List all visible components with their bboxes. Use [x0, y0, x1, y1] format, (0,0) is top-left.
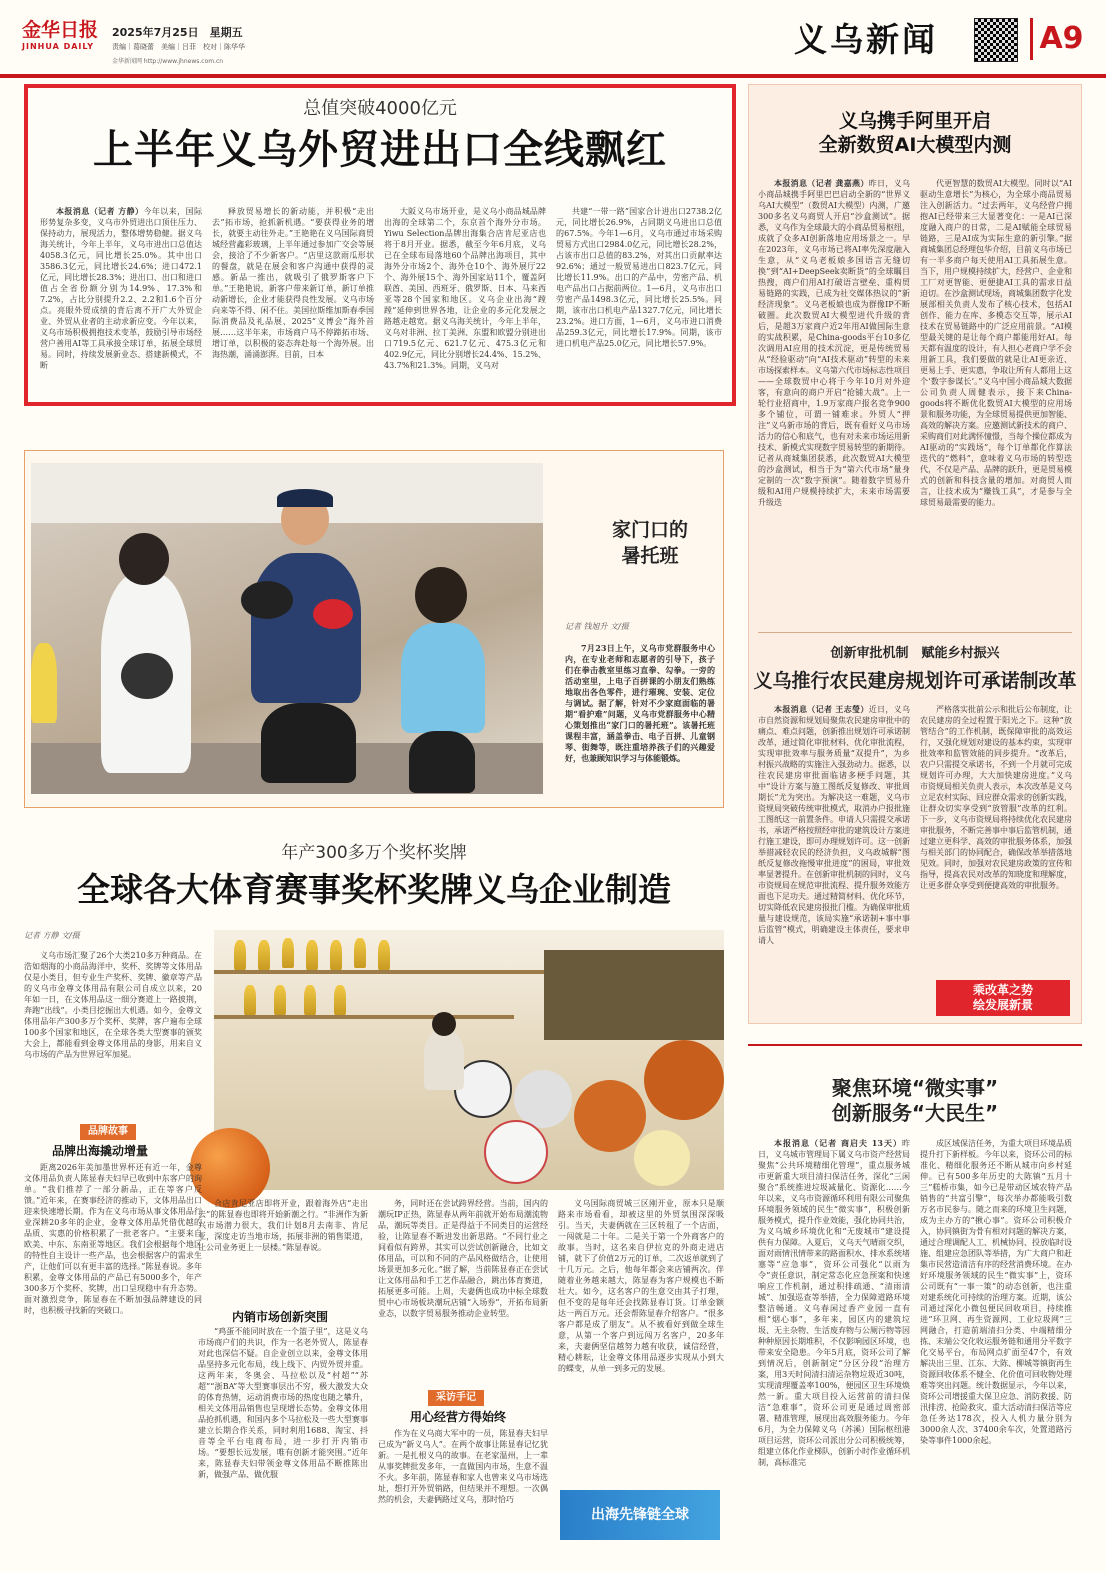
- summer-class-caption-text: 7月23日上午，义乌市党群服务中心内，在专业老师和志愿者的引导下，孩子们在拳击教室里练习直拳、勾拳。一旁的活动室里，上电子百拼课的小朋友们熟练地取出各色零件，进行璀琬、安装、定位与调试。据了解，针对不少家庭面临的暑期“看护难”问题，义乌市党群服务中心精心策划推出“家门口的暑托班”。该暑托班课程丰富，涵盖拳击、电子百拼、儿童钢琴、街舞等，既注重培养孩子们的兴趣爱好，也兼顾知识学习与体能锻炼。: [565, 643, 715, 763]
- trophy-showroom-photo[interactable]: [214, 930, 724, 1190]
- top-story-text: 大阪义乌市场开业，是义乌小商品城品牌出海的全球第二个，东京首个海外分市场。Yiwu Selection品牌出海集合店肯尼亚店也将于8月开业。据悉，截至今年6月底，义乌已在全球布局落地60个品牌出海项目，其中海外分市场2个、海外仓10个、海外展厅22个、海外展15个、海外国家站11个，覆盖阿联酋、美国、西班牙、俄罗斯、日本、马来西亚等28个国家和地区。义乌企业出海“蹚蹚”延伸到世界各地，让企业的多元化发展之路越走越宽。据义乌海关统计，今年上半年，义乌对非洲、拉丁美洲、东盟和欧盟分别进出口719.5亿元、621.7亿元、475.3亿元和402.9亿元，同比分别增长24.4%、15.2%、43.7%和21.3%。同期，义乌对: [384, 207, 546, 370]
- env-story-headline-2[interactable]: 创新服务“大民生”: [831, 1101, 999, 1125]
- qr-code-icon: [974, 18, 1018, 62]
- trophy-text: 义乌国际商贸城三区刚开业，原本只是顺路来市场看看，却被这里的外贸氛围深深吸引。当天，夫妻俩就在三区转租了一个店面，一闯就是二十年。二是关于第一个外商客户的故事。当时，这名来自伊拉克的外商走进店铺，就下了价值2万元的订单，二次返单就到了十几万元。之后，他每年都会来店铺两次。伴随着业务越来越大，陈显春为客户规模也不断壮大。如今，这名客户的生意交由其子打理，但不变的是每年还会找陈显春订货。订单金额达一两百万元。还会帮陈显春介绍客户。“很多客户都是成了朋友”。从不被看好到做全球生意，从第一个客户到远闯万名客户，20多年来，夫妻俩坚信越努力越有收获，诚信经营，精心耕耘，让金尊文体用品逐步实现从小到大的蝶变，从单一到多元的发展。: [558, 1199, 724, 1373]
- newspaper-logo-en: JINHUA DAILY: [22, 42, 95, 51]
- housing-story-kicker: 创新审批机制 赋能乡村振兴: [830, 646, 1000, 661]
- top-story-column-3: [384, 206, 546, 406]
- trophy-column-4: [558, 1198, 724, 1484]
- housing-story-column-1: [758, 704, 910, 1016]
- summer-class-title-line-2: 暑托班: [621, 545, 679, 567]
- boxing-class-photo[interactable]: [31, 463, 543, 794]
- reform-badge-line-2: 绘发展新景: [972, 998, 1033, 1012]
- trophy-text: “鸡蛋不能同时放在一个篮子里”，这是义乌市场商户们的共识，作为一名老外贸人，陈显春对此也深信不疑。自企业创立以来，金尊文体用品坚持多元化布局，线上线下、内贸外贸并重。这两年来，冬奥会、马拉松以及“村超”“苏超”“浙BA”等大型赛事层出不穷，极大激发大众的体育热情，运动消费市场的热度也随之攀升，相关文体用品销售也呈现增长态势。金尊文体用品抢抓机遇，和国内多个马拉松及一些大型赛事建立长期合作关系，同时利用1688、淘宝、抖音等全平台电商布局，进一步打开内销市场。“要想长远发展，唯有创新才能突围。”近年来，陈显春夫妇带领金尊文体用品不断推陈出新，做强产品、做优服: [198, 1327, 368, 1479]
- trophy-column-3b: [378, 1428, 548, 1546]
- trophy-story-byline: 记者 方静 文/摄: [24, 931, 80, 940]
- masthead: [0, 0, 1106, 78]
- summer-class-title-line-1: 家门口的: [611, 519, 688, 541]
- trophy-column-2a: [198, 1198, 368, 1298]
- env-story-byline: 本报消息（记者 商启夫 13天）: [774, 1138, 902, 1148]
- basketball-icon: [190, 1128, 270, 1208]
- reform-badge: [936, 980, 1070, 1016]
- trophy-story-headline[interactable]: 全球各大体育赛事奖杯奖牌义乌企业制造: [77, 870, 671, 909]
- trophy-lead: [24, 950, 202, 1120]
- top-story-column-2: [212, 206, 374, 406]
- brand-story-subhead: 品牌出海撬动增量: [52, 1144, 149, 1158]
- env-story-column-2: [920, 1138, 1072, 1538]
- trophy-story-kicker: 年产300多万个奖杯奖牌: [281, 843, 467, 863]
- website-url[interactable]: 金华新闻网 http://www.jhnews.com.cn: [112, 58, 224, 65]
- top-story-text: 共建“一带一路”国家合计进出口2738.2亿元，同比增长26.9%，占同期义乌进出口总值的67.5%。今年1—6月，义乌市通过市场采购贸易方式出口2984.0亿元，同比增长28.2%，占该市出口总值的83.2%，对其出口贡献率达92.6%；通过一般贸易进出口823.7亿元，同比增长11.9%。出口的产品中，劳密产品、机电产品出口占据前两位。1—6月，义乌市出口劳密产品1498.3亿元，同比增长25.5%。同期，该市出口机电产品1327.7亿元，同比增长23.2%。进口方面，1—6月，义乌市进口消费品259.3亿元，同比增长17.9%。同期，该市进口机电产品25.0亿元，同比增长57.9%。: [556, 207, 722, 348]
- trophy-column-3a: [378, 1198, 548, 1378]
- housing-story-headline[interactable]: 义乌推行农民建房规划许可承诺制改革: [753, 670, 1077, 692]
- section-title: 义乌新闻: [794, 20, 938, 59]
- brand-story-tag: 品牌故事: [80, 1124, 136, 1140]
- top-story-column-4: [556, 206, 722, 406]
- summer-class-title[interactable]: [585, 517, 715, 569]
- interview-notes-tag: 采访手记: [428, 1390, 484, 1406]
- ai-story-byline: 本报消息（记者 龚嘉燕）: [774, 178, 869, 188]
- summer-class-byline: 记者 钱旭升 文/摄: [565, 622, 629, 631]
- top-story-headline[interactable]: 上半年义乌外贸进出口全线飘红: [93, 127, 667, 173]
- ai-story-headline-2[interactable]: 全新数贸AI大模型内测: [818, 134, 1012, 156]
- trophy-text: 务，同时还在尝试跨界经营。当前，国内的潮玩IP正热，陈显春从两年前就开始布局潮流物品，潮玩等类目。正是得益于不同类目的运营经验，让陈显春不断进发出新思路。“不同行业之间看似有跨界，其实可以尝试创新融合，比如文体用品，可以和不同的产品风格做结合，让使用场景更加多元化。”据了解，当前陈显春正在尝试让文体用品和手工艺作品融合，跳出体育赛道，拓展更多可能。上周，夫妻俩也成功中标全球数贸中心市场板块潮玩店铺“入场券”，开拓布局新业态，以数字贸易服务推动企业转型。: [378, 1199, 548, 1318]
- env-story-text: 昨日，义乌城市管理局下属义乌市资产经营局聚焦“公共环境精细化管理”，重点服务城市更新重大项目清扫保洁任务，深化“三闲聚合”系统推进垃圾减量化、资源化……今年以来，义乌市资源循环利用有限公司聚焦环境服务领域的民生“微实事”，积极创新服务模式，提升作业效能，强化协同共治，为义乌城乡环境优化和“无废城市”建设提供有力保障。入夏后，义乌天气晴雨交织，面对雨情汛情带来的路面积水、排水系统堵塞等“应急事”，资环公司强化“以雨为令”责任意识，制定常态化应急预案和快速响应工作机制，通过积排疏通、“清雨清城”、加强巡查等举措，全力保障道路环境整洁畅通。义乌春闲过香产业园一直有相“烟心事”，多年来，园区内的建筑垃圾、无主杂物、生活废弃物与公厕污物等因种种原因长期堆积，不仅影响园区环境，也带来安全隐患。今年5月底，资环公司了解到情况后，创新制定“分区分段”治理方案，用3天时间清扫清运杂物垃圾近30吨，实现清理覆盖率100%，便园区卫生环境焕然一新。重大项目投入运营前的清扫保洁“急难事”，资环公司更是通过周密部署、精准管理，展现出高效服务能力。今年6月，为全力保障义乌（苏溪）国际枢纽港项目运营，资环公司派出分公司积极统筹，组建立体化作业梯队，创新小时作业循环机制，高标准完: [758, 1139, 910, 1467]
- page-number: A9: [1030, 18, 1090, 60]
- right-column: [748, 84, 1082, 1544]
- top-story-kicker: 总值突破4000亿元: [303, 98, 457, 119]
- ai-story-headline-1[interactable]: 义乌携手阿里开启: [838, 110, 991, 132]
- trophy-text: 距离2026年美加墨世界杯还有近一年，金尊文体用品负责人陈显春夫妇早已收到中东客户的询单。“我们推荐了一部分新品，正在等客户反馈。”近年来，在赛事经济的推动下，文体用品出口迎来快速增长期。作为在义乌市场从事文体用品行业深耕20多年的企业，金尊文体用品凭借优越的品质、实惠的价格积累了一批老客户。“主要来自欧美、中东、东南亚等地区。我们会根据每个地区的特性自主设计一些产品，也会根据客户的需求生产，让他们可以有更丰富的选择。”陈显春说。多年积累，金尊文体用品的产品已有5000多个，年产300多万个奖杯、奖牌，出口呈现稳中有升态势。面对激烈竞争，陈显春在不断加强品牌建设的同时，也积极寻找新的突破口。: [24, 1163, 202, 1315]
- top-story-column-1: [40, 206, 202, 406]
- housing-story-column-2: [920, 704, 1072, 972]
- env-story-headline-1[interactable]: 聚焦环境“微实事”: [831, 1076, 999, 1100]
- overseas-pioneer-badge: 出海先锋链全球: [560, 1490, 720, 1540]
- trophy-text: 合店肯尼亚店即将开业，跟着海外店“走出去”的陈显春也即将开始新潮之行。“非洲作为新兴市场潜力很大，我们计划8月去南非、肯尼亚，深度走访当地市场，拓展非洲的销售渠道，让公司业务更上一层楼。”陈显春说。: [198, 1199, 368, 1252]
- reform-badge-line-1: 乘改革之势: [972, 983, 1033, 997]
- ai-story-text: 代更智慧的数贸AI大模型。同时以“AI驱动生意增长”为核心，为全球小商品贸易注入创新活力。“过去两年，义乌经营户拥抱AI已经带来三大显著变化：一是AI已深度融入商户的日常，二是AI赋能全球贸易链路，三是AI成为实际生意的新引擎。”据商城集团总经理包华介绍，目前义乌市场已有一半多商户每天使用AI工具拓展生意。当下，用户规模持续扩大，经营户、企业和工厂对更智能、更便捷AI工具的需求日益迫切。在沙盒测试现场，商城集团数字化发展部相关负责人发布了核心技术，包括AI创作、能力在库、多模态交互等，展示AI技术在贸易链路中的广泛应用前景。“AI模型最关键的是让每个商户都能用好AI。每天都有温度的设计，有人担心老商户学不会用新工具，我们要做的就是让AI更亲近、更易上手、更实惠，争取让所有人都用上这个‘数字参谋长’。”义乌中国小商品城大数据公司负责人周健表示，接下来China-goods将不断优化数贸AI大模型的应用场景和服务功能，为全球贸易提供更加智能、高效的解决方案。应邀测试新技术的商户、采购商们对此满怀憧憬，当每个操位都成为AI驱动的“实践场”，每个订单都化作算法迭代的“燃料”，意味着义乌市场的转型迭代，不仅是产品、品牌的跃升，更是贸易模式的创新和科技含量的增加。对商贸人而言，让技术成为“赚钱工具”，才是参与全球贸易最需要的能力。: [920, 179, 1072, 507]
- staff-credits: 责编｜葛晓蕾 美编｜吕菲 校对｜陈华华: [112, 43, 245, 51]
- ai-story-column-1: [758, 178, 910, 618]
- top-story-text: 释放贸易增长的新动能，并积极“走出去”拓市场，抢抓新机遇。“要获得业务的增长，就要主动往外走。”王艳艳在义乌国际商贸城经营鑫彩玻璃，上半年通过参加广交会等展会，接洽了不少新客户。“店里这款雨瓜形状的餐盘，就是在展会和客户沟通中获得的灵感。新品一推出，就吸引了俄罗斯客户下单。”王艳艳说，新客户带来新订单，新订单推动新增长，企业才能获得良性发展。义乌市场向来等不得、闲不住。美国拉斯维加斯春季国际消费品及礼品展、2025“义博会”海外首展……这半年来，市场商户马不停蹄拓市场、增订单，以积极的姿态奔赴每一个海外展。出海热潮，涌涌澎湃。目前，日本: [212, 207, 374, 359]
- ai-story-text: 昨日，义乌小商品城携手阿里巴巴启动全新的“世界义乌AI大模型”（数贸AI大模型）内测，广邀300多名义乌商贸人开启“沙盒测试”。据悉，义乌作为全球最大的小商品贸易枢纽，成就了众多AI创新落地应用场景之一。早在2023年，义乌市场已将AI率先深度融入生意，从“义乌老板娘多国语言无缝切换”到“AI+DeepSeek卖断货”的全球瞩目热搜，商户们用AI打破语言壁垒、重构贸易链路的实践，已成为社交媒体热议的“新经济现象”。义乌老板娘也成为群像IP不断破圈。此次数贸AI大模型进代升级的背后，是超3万家商户近2年用AI做国际生意的实战积累，是China-goods平台10多亿次调用AI应用的技术沉淀，更是传统贸易从“经验驱动”向“AI技术驱动”转型的未来市场探索样本。义乌第六代市场标志性项目——全球数贸中心将于今年10月对外迎客，有意向的商户开启“抢铺大战”。上一轮行业招商中，1.9万家商户报名竞争900多个铺位，可谓一铺难求。外贸人“押注”义乌新市场的背后，既有看好义乌市场活力的信心和底气，也有对未来市场运用新技术、新模式实现数字贸易转型的新期待。记者从商城集团获悉，此次数贸AI大模型的沙盒测试，相当于为“第六代市场”量身定制的一次“数字预演”。随着数字贸易升级和AI用户规模持续扩大，未来市场需要升级迭: [758, 179, 910, 507]
- env-story-column-1: [758, 1138, 910, 1538]
- ai-story-column-2: [920, 178, 1072, 618]
- housing-story-text: 近日，义乌市自然资源和规划局聚焦农民建房审批中的痛点、难点问题，创新推出规划许可承诺制改革，通过简化审批材料、优化审批流程，实现审批效率与服务质量“双提升”，为乡村振兴战略的实施注入强劲动力。据悉，以往农民建房审批面临诸多梗手问题，其中“设计方案与施工图纸反复修改、审批周期长”尤为突出。为解决这一难题，义乌市资规局突破传统审批模式，取消办户报批施工图纸这一前置条件。申请人只需提交承诺书，承诺严格按照经审批的建筑设计方案进行施工建设，即可办理规划许可。这一创新举措减轻农民的经济负担，义乌政城解“图纸反复修改拖慢审批进度”的困局，审批效率显著提升。在创新审批机制的同时，义乌市资规局在规范审批流程、提升服务效能方面也下足功夫。通过精简材料、优化环节，切实降低农民建房报批门槛。为确保审批质量与建设规范，该局实施“承诺制+事中事后监管”模式，明确建设主体责任，要求申请人: [758, 705, 910, 945]
- trophy-column-1: [24, 1162, 202, 1546]
- newspaper-logo: 金华日报: [22, 19, 99, 41]
- trophy-column-2b: [198, 1326, 368, 1546]
- divider: [758, 632, 1072, 633]
- domestic-market-subhead: 内销市场创新突围: [232, 1310, 329, 1324]
- top-story-text: 今年以来，国际形势复杂多变，义乌市外贸进出口顶住压力、保持动力，展现活力，整体增势稳健。据义乌海关统计，今年上半年，义乌市进出口总值达4058.3亿元，同比增长25.0%。其中出口3586.3亿元，同比增长24.6%；进口472.1亿元，同比增长28.3%；进出口、出口和进口值占全省份额分别为14.9%、17.3%和7.2%，占比分别提升2.2、2.2和1.6个百分点。亮眼外贸成绩的背后离不开广大外贸企业、外贸从业者的主动求新应变。今年以来，义乌市场积极拥抱技术变革，鼓励引导市场经营户善用AI等工具承接全球订单，拓展全球贸易。同时，持续发展新业态、搭建新模式，不断: [40, 207, 202, 370]
- trophy-lead-text: 义乌市场汇聚了26个大类210多万种商品。在浩如烟海的小商品海洋中，奖杯、奖牌等文体用品仅是小类目，但专业生产奖杯、奖牌、徽章等产品的义乌市金尊文体用品有限公司自成立以来，20年如一日，在文体用品这一细分赛道上一路披荆，奔跑“出线”。小类目挖掘出大机遇。如今，金尊文体用品年产300多万个奖杯、奖牌，客户遍布全球100多个国家和地区，在全球各类大型赛事的颁奖大会上，都能看到金尊文体用品的身影，用来自义乌市场的产品为世界冠军加冕。: [24, 951, 202, 1059]
- trophy-text: 作为在义乌商大军中的一员，陈显春夫妇早已成为“新义乌人”。在两个故事让陈显春记忆犹新。一是扎根义乌的故事。在老家温州，上一辈从事奖牌批发多年，一直做国内市场，生意不温不火。多年前，陈显春和家人也曾来义乌市场选址，想打开外贸销路，但结果并不理想。一次偶然的机会，夫妻俩路过义乌，那时恰巧: [378, 1429, 548, 1504]
- top-story-byline: 本报消息（记者 方静）: [56, 206, 144, 216]
- divider: [748, 1044, 1082, 1046]
- summer-class-feature: [24, 450, 724, 808]
- summer-class-caption: [565, 643, 715, 803]
- interview-notes-subhead: 用心经营方得始终: [410, 1410, 507, 1424]
- top-story: [24, 84, 736, 406]
- issue-date: 2025年7月25日 星期五: [112, 26, 243, 39]
- env-story-text: 成区域保洁任务，为重大项目环境品质提升打下新样板。今年以来，资环公司的标准化、精细化服务还不断从城市向乡村延伸。已有500多年历史的大陈镇“五月十三”糕桥市集，如今已是带动区域农特产品销售的“共富引擎”，每次举办都能吸引数万名市民参与。随之而来的环境卫生问题，成为主办方的“揪心事”。资环公司积极介入，协同镇街为骨有相对问题的解决方案，通过合理调配人工、机械协同、投放临时设施、组建应急团队等举措，为广大商户和赶集市民营造清洁有序的经营消费环境。在办好环境服务领域的民生“微实事”上，资环公司既有“一事一策”的动态创新，也注重对建系统化可持续的治理方案。近期，该公司通过深化小微包便民回收项目，持续推进“环卫网、再生资源网、工业垃圾网”三网融合，打造前端清扫分类、中端精细分拣、末端公交化收运服务链和通用分平数字化交易平台，布局网点扩面至47个，有效解决出三里、江东、大陈、柳城等镇街再生资源回收体系不健全、化价值可回收物处理难等突出问题。统计数据显示，今年以来，资环公司增援重大保卫应急、消防救援、防汛排涝、抢险救灾、重大活动清扫保洁等应急任务达178次，投入人机力量分别为3000余人次、37400余车次，处置道路污染等事件1000余起。: [920, 1139, 1072, 1445]
- housing-story-byline: 本报消息（记者 王志瑩）: [774, 704, 869, 714]
- housing-story-text: 严格落实批前公示和批后公布制度，让农民建房的全过程置于阳光之下。这种“放管结合”的工作机制，既保障审批的高效运行，又强化规划对建设的基本约束，实现审批效率和监管效能的同步提升。“改革后，农户只需提交承诺书，不到一个月就可完成规划许可办理，大大加快建房进度。”义乌市资规局相关负责人表示，本次改革是义乌立足农村实际、回应群众需求的创新实践，让群众切实享受到“放管服”改革的红利。下一步，义乌市资规局将持续优化农民建房审批服务，不断完善事中事后监管机制，通过建立更科学、高效的审批服务体系，加强与相关部门的协同配合，确保改革举措落地见效。同时，加强对农民建房政策的宣传和指导，提高农民对改革的知晓度和理解度，让更多群众享受到便捷高效的审批服务。: [920, 705, 1072, 890]
